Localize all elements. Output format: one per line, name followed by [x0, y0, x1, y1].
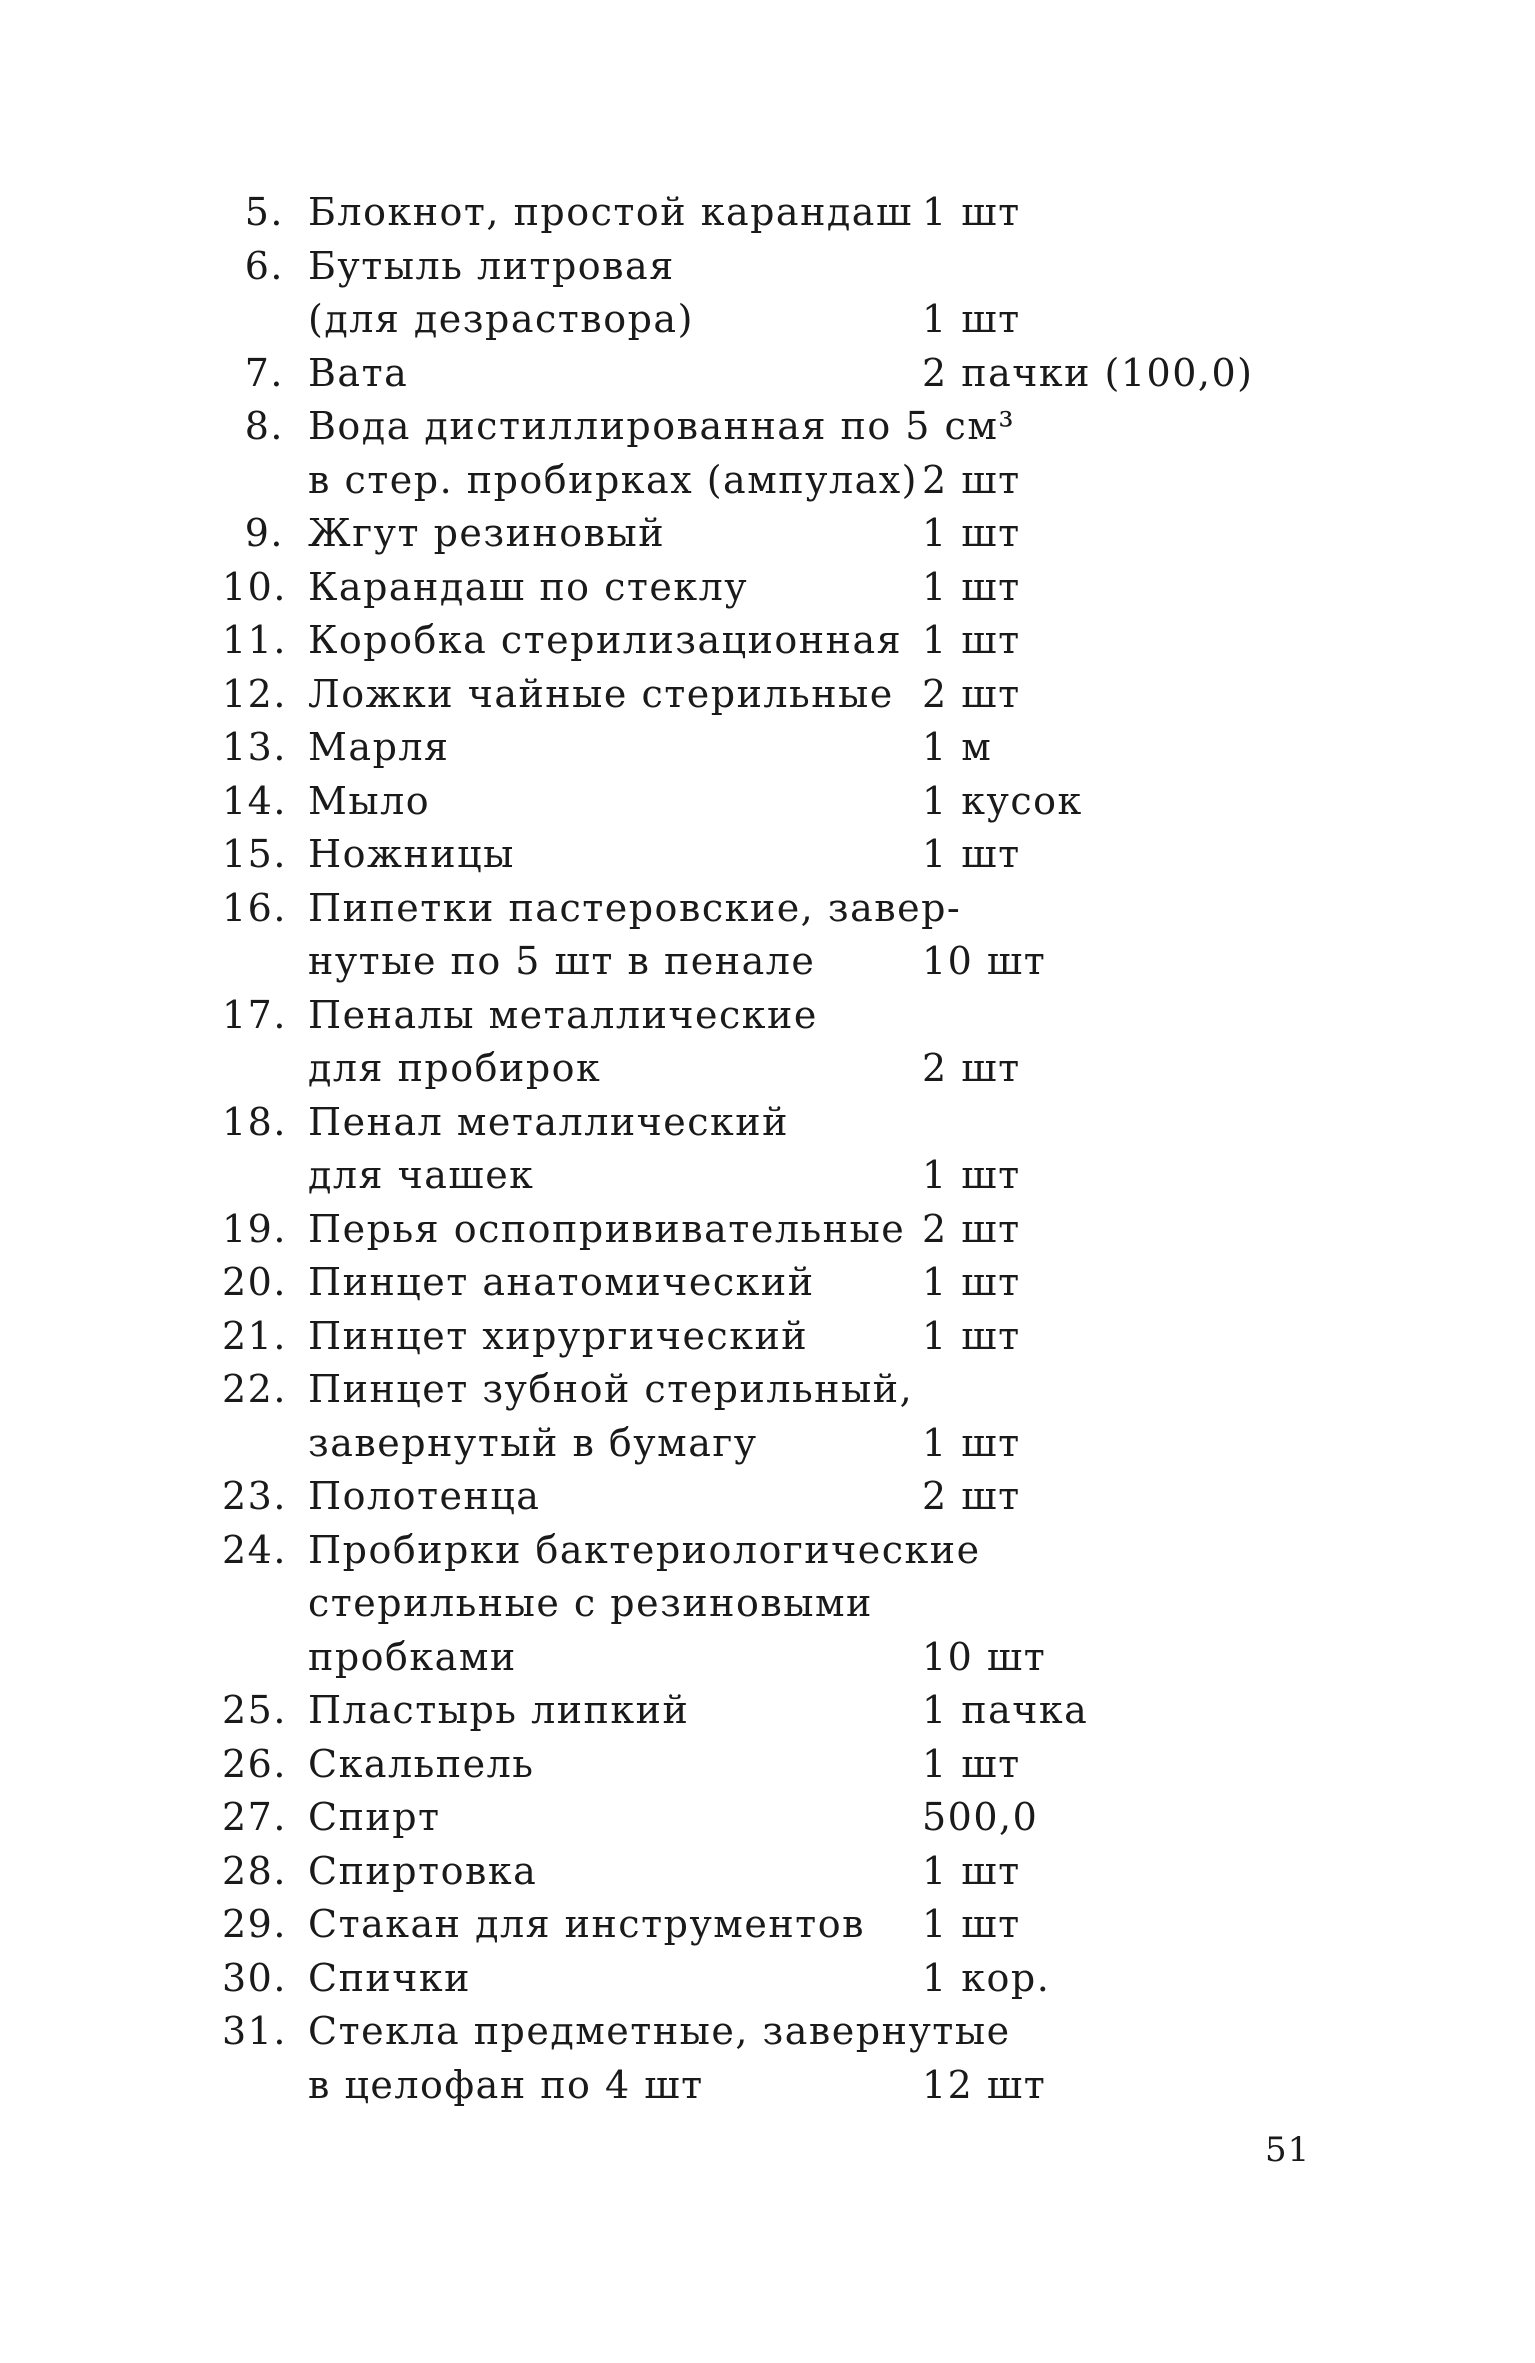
item-quantity: 1 шт: [922, 1848, 1021, 1893]
list-item-line: [222, 454, 1352, 508]
list-item-line: [222, 347, 1352, 401]
item-quantity: 2 шт: [922, 457, 1021, 502]
list-item-line: [222, 186, 1352, 240]
list-item-line: [222, 1149, 1352, 1203]
list-item-line: [222, 1417, 1352, 1471]
list-item-line: [222, 882, 1352, 936]
item-name: пробками: [308, 1634, 517, 1679]
list-item-line: [222, 1577, 1352, 1631]
item-quantity: 1 шт: [922, 1902, 1021, 1946]
item-number: 9.: [244, 511, 284, 555]
item-quantity: 1 шт: [922, 1741, 1021, 1786]
item-name: для чашек: [308, 1153, 535, 1197]
item-quantity: 1 шт: [922, 1420, 1021, 1465]
item-name: стерильные с резиновыми: [308, 1581, 873, 1625]
item-name: Полотенца: [308, 1474, 541, 1518]
list-item-line: [222, 2059, 1352, 2113]
item-name: (для дезраствора): [308, 297, 694, 341]
list-item-line: [222, 1952, 1352, 2006]
list-item-line: [222, 775, 1352, 829]
item-number: 22.: [222, 1367, 287, 1411]
list-item-line: [222, 1310, 1352, 1364]
item-name: Карандаш по стеклу: [308, 564, 749, 609]
item-name: Пинцет зубной стерильный,: [308, 1367, 914, 1411]
item-quantity: 10 шт: [922, 1634, 1047, 1679]
item-quantity: 1 шт: [922, 190, 1021, 234]
item-name: Бутыль литровая: [308, 243, 675, 288]
item-number: 21.: [222, 1313, 287, 1358]
item-quantity: 2 шт: [922, 1046, 1021, 1090]
item-name: Пробирки бактериологические: [308, 1527, 981, 1572]
item-quantity: 1 шт: [922, 1153, 1021, 1197]
item-name: в стер. пробирках (ампулах): [308, 457, 918, 502]
item-name: Ложки чайные стерильные: [308, 671, 894, 716]
item-quantity: 2 шт: [922, 1206, 1021, 1251]
item-quantity: 1 кусок: [922, 778, 1083, 823]
item-name: Ножницы: [308, 832, 515, 876]
list-item-line: [222, 668, 1352, 722]
list-item-line: [222, 1684, 1352, 1738]
item-name: Марля: [308, 725, 450, 769]
item-name: Коробка стерилизационная: [308, 618, 903, 662]
item-name: Пипетки пастеровские, завер-: [308, 885, 962, 930]
item-name: в целофан по 4 шт: [308, 2062, 704, 2107]
item-number: 31.: [222, 2009, 287, 2053]
list-item-line: [222, 989, 1352, 1043]
item-quantity: 500,0: [922, 1795, 1039, 1839]
item-name: Вода дистиллированная по 5 см³: [308, 404, 1016, 448]
item-name: Спиртовка: [308, 1848, 538, 1893]
item-quantity: 1 пачка: [922, 1688, 1089, 1732]
item-name: Пеналы металлические: [308, 992, 818, 1037]
item-number: 18.: [222, 1099, 287, 1144]
item-name: для пробирок: [308, 1046, 602, 1090]
item-number: 27.: [222, 1795, 287, 1839]
item-quantity: 1 шт: [922, 1313, 1021, 1358]
item-name: Спички: [308, 1955, 471, 2000]
item-number: 15.: [222, 832, 287, 876]
item-number: 23.: [222, 1474, 287, 1518]
list-item-line: [222, 1042, 1352, 1096]
item-number: 7.: [244, 350, 284, 395]
item-number: 14.: [222, 778, 287, 823]
item-number: 26.: [222, 1741, 287, 1786]
list-item-line: [222, 1845, 1352, 1899]
page-number: 51: [1265, 2130, 1311, 2170]
list-item-line: [222, 507, 1352, 561]
list-item-line: [222, 240, 1352, 294]
list-item-line: [222, 1363, 1352, 1417]
item-name: Пенал металлический: [308, 1099, 789, 1144]
item-quantity: 1 шт: [922, 1260, 1021, 1304]
item-name: завернутый в бумагу: [308, 1420, 758, 1465]
list-item-line: [222, 400, 1352, 454]
item-name: Вата: [308, 350, 409, 395]
item-number: 13.: [222, 725, 287, 769]
equipment-list: [222, 186, 1352, 2112]
item-number: 6.: [244, 243, 284, 288]
item-name: Мыло: [308, 778, 431, 823]
item-quantity: 2 шт: [922, 671, 1021, 716]
item-number: 5.: [244, 190, 284, 234]
item-number: 19.: [222, 1206, 287, 1251]
list-item-line: [222, 935, 1352, 989]
item-name: Стекла предметные, завернутые: [308, 2009, 1011, 2053]
item-number: 16.: [222, 885, 287, 930]
item-quantity: 2 пачки (100,0): [922, 350, 1254, 395]
item-number: 30.: [222, 1955, 287, 2000]
list-item-line: [222, 293, 1352, 347]
item-name: Пинцет анатомический: [308, 1260, 815, 1304]
list-item-line: [222, 1470, 1352, 1524]
item-name: Перья оспопрививательные: [308, 1206, 906, 1251]
item-number: 25.: [222, 1688, 287, 1732]
item-number: 8.: [244, 404, 284, 448]
item-name: Пластырь липкий: [308, 1688, 690, 1732]
list-item-line: [222, 1631, 1352, 1685]
list-item-line: [222, 1256, 1352, 1310]
item-quantity: 12 шт: [922, 2062, 1047, 2107]
list-item-line: [222, 1524, 1352, 1578]
list-item-line: [222, 2005, 1352, 2059]
item-number: 17.: [222, 992, 287, 1037]
item-number: 24.: [222, 1527, 287, 1572]
list-item-line: [222, 1096, 1352, 1150]
list-item-line: [222, 721, 1352, 775]
item-name: Пинцет хирургический: [308, 1313, 809, 1358]
item-quantity: 1 шт: [922, 511, 1021, 555]
item-name: Стакан для инструментов: [308, 1902, 865, 1946]
list-item-line: [222, 1898, 1352, 1952]
item-number: 12.: [222, 671, 287, 716]
list-item-line: [222, 614, 1352, 668]
item-quantity: 1 шт: [922, 618, 1021, 662]
item-quantity: 1 кор.: [922, 1955, 1051, 2000]
item-number: 10.: [222, 564, 287, 609]
item-number: 20.: [222, 1260, 287, 1304]
item-number: 29.: [222, 1902, 287, 1946]
item-name: Скальпель: [308, 1741, 535, 1786]
item-quantity: 1 м: [922, 725, 993, 769]
list-item-line: [222, 1203, 1352, 1257]
item-quantity: 1 шт: [922, 564, 1021, 609]
list-item-line: [222, 561, 1352, 615]
item-quantity: 10 шт: [922, 939, 1047, 983]
item-name: Спирт: [308, 1795, 441, 1839]
item-name: Жгут резиновый: [308, 511, 666, 555]
item-quantity: 1 шт: [922, 297, 1021, 341]
item-number: 28.: [222, 1848, 287, 1893]
item-quantity: 2 шт: [922, 1474, 1021, 1518]
list-item-line: [222, 1791, 1352, 1845]
item-name: Блокнот, простой карандаш: [308, 190, 913, 234]
list-item-line: [222, 1738, 1352, 1792]
list-item-line: [222, 828, 1352, 882]
item-name: нутые по 5 шт в пенале: [308, 939, 816, 983]
item-quantity: 1 шт: [922, 832, 1021, 876]
item-number: 11.: [222, 618, 287, 662]
